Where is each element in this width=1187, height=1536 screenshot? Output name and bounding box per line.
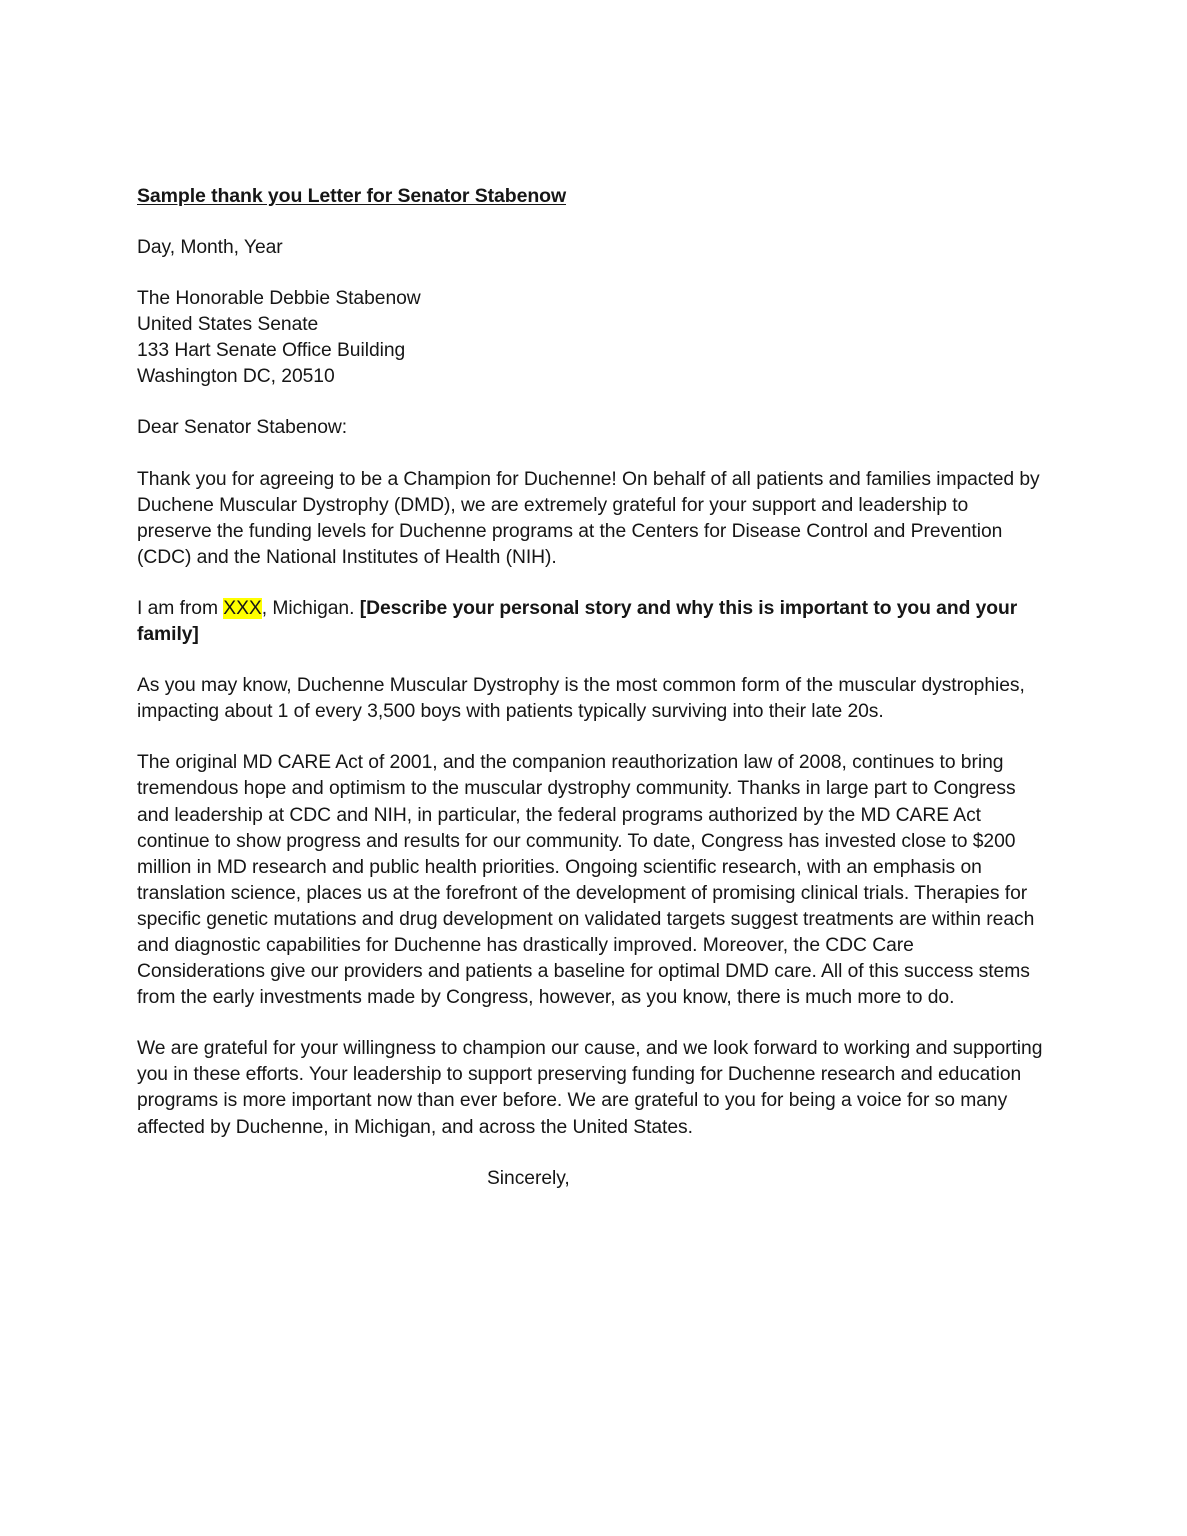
paragraph-personal-story [137, 596, 1043, 648]
paragraph-gratitude: We are grateful for your willingness to champion our cause, and we look forward to working and supporting you in these efforts. Your leadership to support preserving funding for Duchenne research and education programs is more important now than ever before. We are grateful to you for being a voice for so many affected by Duchenne, in Michigan, and across the United States. [137, 1038, 1043, 1138]
date-line: Day, Month, Year [137, 237, 283, 258]
recipient-body: United States Senate [137, 314, 319, 336]
recipient-name: The Honorable Debbie Stabenow [137, 288, 421, 310]
paragraph-md-care-act: The original MD CARE Act of 2001, and the companion reauthorization law of 2008, continues to bring tremendous hope and optimism to the muscular dystrophy community. Thanks in large part to Congress and leadership at CDC and NIH, in particular, the federal programs authorized by the MD CARE Act continue to show progress and results for our community. To date, Congress has invested close to $200 million in MD research and public health priorities. Ongoing scientific research, with an emphasis on translation science, places us at the forefront of the development of promising clinical trials. Therapies for specific genetic mutations and drug development on validated targets suggest treatments are within reach and diagnostic capabilities for Duchenne has drastically improved. Moreover, the CDC Care Considerations give our providers and patients a baseline for optimal DMD care. All of this success stems from the early investments made by Congress, however, as you know, there is much more to do. [137, 752, 1035, 1009]
recipient-city-state-zip: Washington DC, 20510 [137, 366, 335, 388]
placeholder-highlight-xxx: XXX [223, 597, 262, 619]
letter-body [137, 183, 1043, 1192]
personal-story-middle: , Michigan. [261, 597, 360, 619]
salutation: Dear Senator Stabenow: [137, 417, 348, 439]
closing-salutation: Sincerely, [487, 1167, 570, 1189]
paragraph-thank-you: Thank you for agreeing to be a Champion for Duchenne! On behalf of all patients and families impacted by Duchene Muscular Dystrophy (DMD), we are extremely grateful for your support and leadership to preserve the funding levels for Duchenne programs at the Centers for Disease Control and Prevention (CDC) and the National Institutes of Health (NIH). [137, 468, 1040, 568]
personal-story-prefix: I am from [137, 597, 224, 619]
page-title [137, 183, 1043, 209]
recipient-address-block [137, 286, 1043, 390]
paragraph-prevalence: As you may know, Duchenne Muscular Dystrophy is the most common form of the muscular dystrophies, impacting about 1 of every 3,500 boys with patients typically surviving into their late 20s. [137, 675, 1025, 723]
personal-story-instruction: [Describe your personal story and why this is important to you and your family] [137, 597, 1018, 646]
page-title-text: Sample thank you Letter for Senator Stabenow [137, 185, 567, 207]
recipient-street-address: 133 Hart Senate Office Building [137, 340, 406, 362]
